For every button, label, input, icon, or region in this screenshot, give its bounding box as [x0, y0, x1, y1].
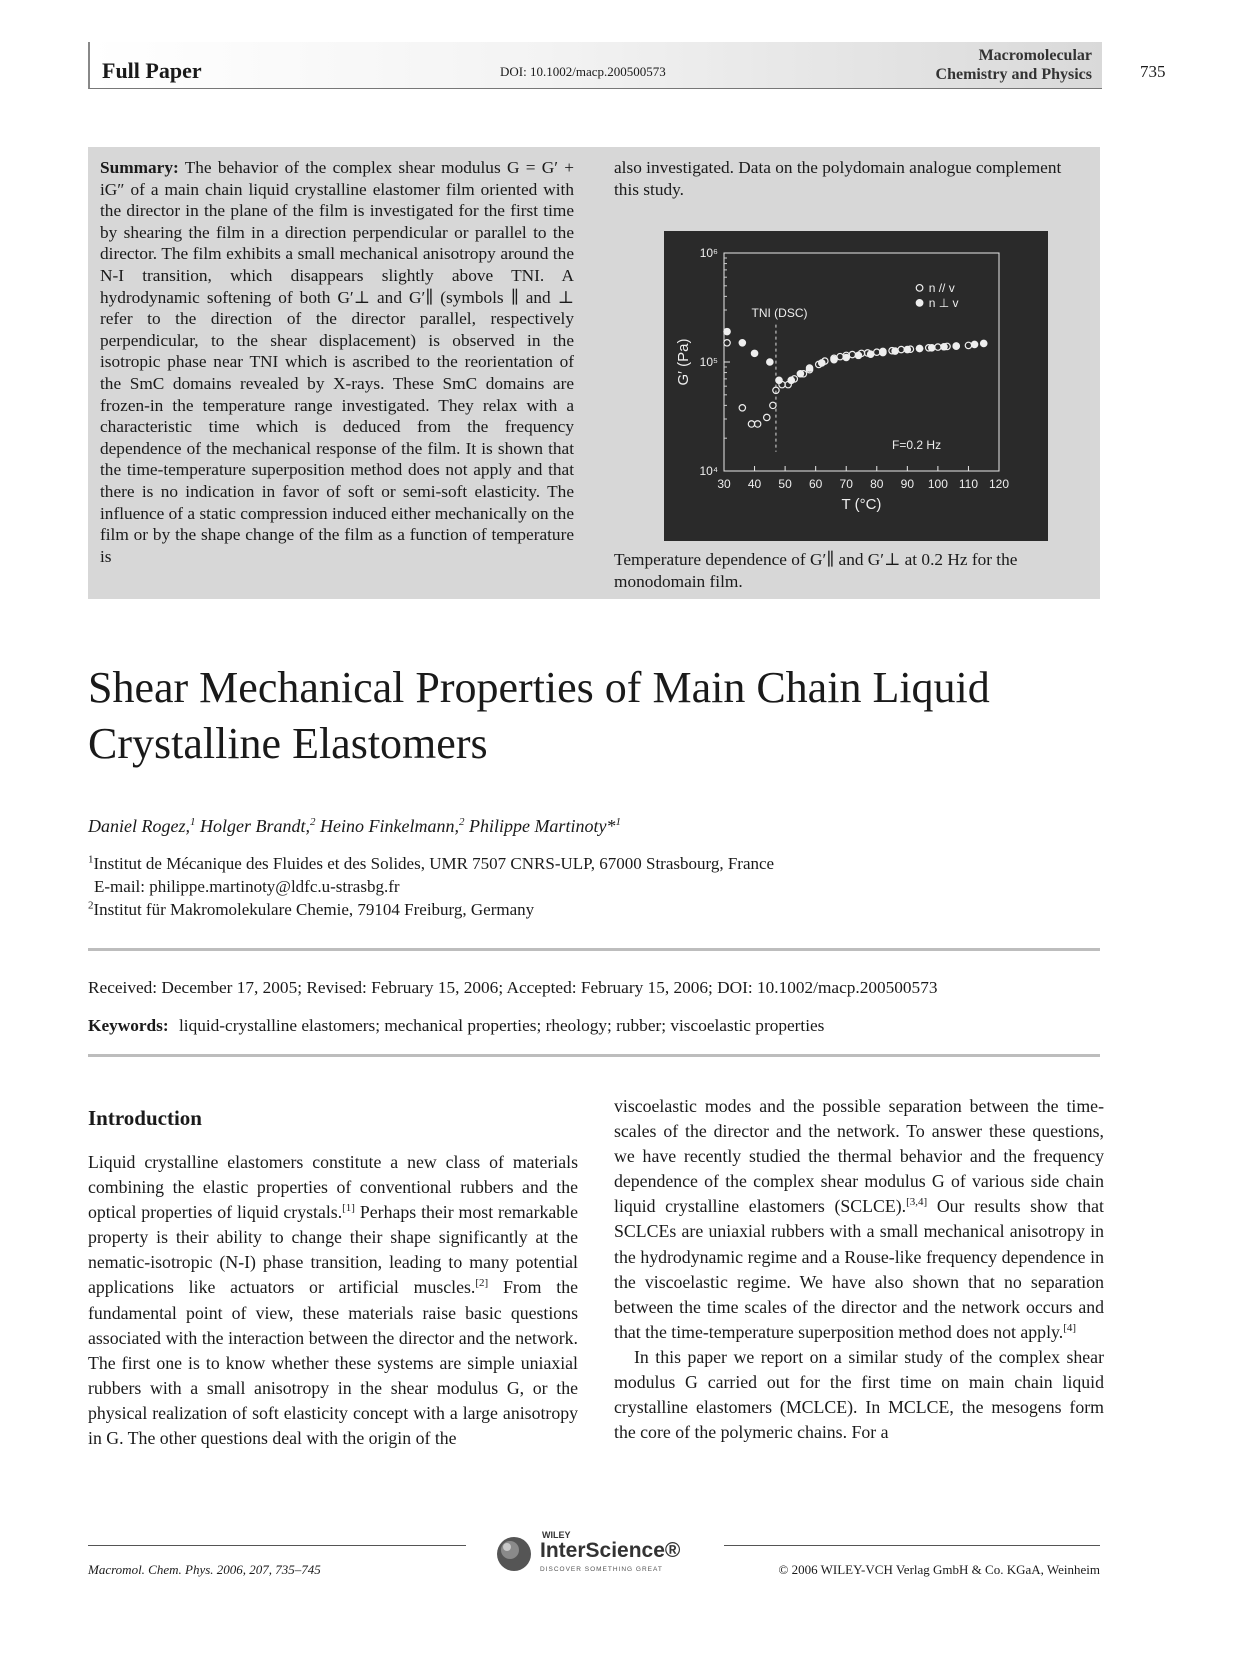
y-tick-label: 10⁶	[699, 246, 718, 260]
data-point-perpendicular	[819, 360, 825, 366]
data-point-perpendicular	[806, 365, 812, 371]
citation-ref: [2]	[475, 1277, 489, 1290]
author-name: Heino Finkelmann,	[319, 816, 459, 836]
paragraph	[614, 1094, 1104, 1345]
summary-text	[100, 157, 574, 567]
data-point-perpendicular	[953, 343, 959, 349]
journal-citation	[88, 1562, 321, 1578]
section-heading: Introduction	[88, 1106, 202, 1130]
journal-name-line2: Chemistry and Physics	[935, 66, 1092, 83]
text-run: From the fundamental point of view, these materials raise basic questions associated with the interaction between the director and the network. The first one is to know whether these systems are simple uniaxial rubbers with a small anisotropy in the shear modulus G, or the physical realization of soft elasticity concept with a large anisotropy in G. The other questions deal with the origin of the	[88, 1277, 578, 1449]
summary-label: Summary:	[100, 158, 179, 177]
body-column-right	[614, 1094, 1104, 1445]
x-axis-label: T (°C)	[841, 496, 882, 513]
author-list	[88, 816, 621, 837]
affil-mark: 2	[88, 899, 94, 912]
summary-box	[88, 147, 1100, 599]
paragraph: In this paper we report on a similar study of the complex shear modulus G carried out for the first time on main chain liquid crystalline elastomers (MCLCE). In MCLCE, the mesogens form the core of the polymeric chains. For a	[614, 1346, 1104, 1443]
author-name: Philippe Martinoty*	[468, 816, 616, 836]
affil-mark: 1	[88, 853, 94, 866]
data-point-perpendicular	[739, 340, 745, 346]
data-point-perpendicular	[751, 350, 757, 356]
footer-rule	[724, 1545, 1100, 1546]
header-doi: DOI: 10.1002/macp.200500573	[500, 64, 666, 79]
affiliations	[88, 852, 774, 921]
citation-text: Macromol. Chem. Phys. 2006, 207, 735–745	[88, 1562, 321, 1577]
figure-panel	[664, 231, 1048, 541]
data-point-parallel	[764, 414, 770, 420]
data-point-perpendicular	[904, 346, 910, 352]
journal-name-line1: Macromolecular	[978, 47, 1092, 64]
data-point-perpendicular	[971, 341, 977, 347]
data-point-perpendicular	[843, 354, 849, 360]
affil-text: Institut de Mécanique des Fluides et des Solides, UMR 7507 CNRS-ULP, 67000 Strasbourg, France	[93, 854, 775, 873]
x-tick-label: 60	[808, 477, 823, 491]
x-tick-label: 30	[717, 477, 731, 491]
email-text: E-mail: philippe.martinoty@ldfc.u-strasbg.fr	[94, 877, 400, 896]
data-point-perpendicular	[981, 340, 987, 346]
keywords-label: Keywords:	[88, 1016, 169, 1035]
x-tick-label: 90	[900, 477, 915, 491]
data-point-perpendicular	[855, 352, 861, 358]
paper-title	[88, 660, 1098, 772]
data-point-parallel	[739, 405, 745, 411]
data-point-perpendicular	[892, 348, 898, 354]
author-affil-mark: 2	[309, 816, 316, 828]
x-tick-label: 50	[778, 477, 792, 491]
received-dates: Received: December 17, 2005; Revised: February 15, 2006; Accepted: February 15, 2006; DOI: 10.1002/macp.200500573	[88, 978, 938, 997]
author-affil-mark: 2	[458, 816, 465, 828]
journal-name	[936, 46, 1092, 84]
data-point-perpendicular	[776, 377, 782, 383]
x-tick-label: 40	[747, 477, 762, 491]
author-name: Daniel Rogez,	[88, 816, 190, 836]
keywords	[88, 1016, 824, 1036]
data-point-perpendicular	[916, 345, 922, 351]
x-tick-label: 110	[958, 477, 979, 491]
data-point-perpendicular	[929, 345, 935, 351]
citation-ref: [3,4]	[906, 1196, 928, 1209]
citation-ref: [1]	[342, 1202, 355, 1215]
section-label: Full Paper	[102, 58, 202, 83]
logo-wordmark: InterScience®	[540, 1539, 681, 1562]
author-name: Holger Brandt,	[199, 816, 310, 836]
summary-text-continued: also investigated. Data on the polydomain analogue complement this study.	[614, 158, 1062, 199]
data-point-parallel	[849, 351, 855, 357]
data-point-perpendicular	[797, 371, 803, 377]
data-point-parallel	[898, 346, 904, 352]
data-point-perpendicular	[867, 351, 873, 357]
affiliation-2	[88, 898, 774, 921]
text-run: Our results show that SCLCEs are uniaxial rubbers with a small mechanical anisotropy in the hydrodynamic regime and a Rouse-like frequency dependence in the viscoelastic regime. We have also shown that no separation between the time scales of the director and the network occurs and that the time-temperature superposition method does not apply.	[614, 1196, 1104, 1342]
paper-title-line2: Crystalline Elastomers	[88, 719, 488, 768]
paragraph	[88, 1150, 578, 1451]
divider	[88, 948, 1100, 951]
logo-publisher: WILEY	[542, 1530, 571, 1540]
x-tick-label: 80	[870, 477, 884, 491]
data-point-parallel	[754, 421, 760, 427]
paper-title-line1: Shear Mechanical Properties of Main Chain Liquid	[88, 663, 990, 712]
keywords-text: liquid-crystalline elastomers; mechanical properties; rheology; rubber; viscoelastic properties	[178, 1016, 825, 1035]
summary-body: The behavior of the complex shear modulus G = G′ + iG″ of a main chain liquid crystalline elastomer film oriented with the director in the plane of the film is investigated for the first time by shearing the film in a direction perpendicular or parallel to the director. The film exhibits a small mechanical anisotropy around the N-I transition, which disappears slightly above TNI. A hydrodynamic softening of both G′⊥ and G′∥ (symbols ∥ and ⊥ refer to the direction of the director parallel, respectively perpendicular, to the shear displacement) is observed in the isotropic phase near TNI which is ascribed to the reorientation of the SmC domains revealed by X-rays. These SmC domains are frozen-in the temperature range investigated. They relax with a characteristic time which is deduced from the frequency dependence of the mechanical response of the film. It is shown that the time-temperature superposition method does not apply and that there is no indication in favor of soft or semi-soft elasticity. The influence of a static compression induced either mechanically on the film or by the shape change of the film as a function of temperature is	[100, 158, 574, 566]
plot-frame	[724, 253, 999, 471]
chart-svg	[664, 231, 1048, 541]
running-header	[88, 42, 1102, 89]
x-tick-label: 100	[927, 477, 948, 491]
legend-label: n // v	[928, 280, 955, 295]
data-point-perpendicular	[880, 349, 886, 355]
data-point-parallel	[748, 421, 754, 427]
y-tick-label: 10⁵	[699, 355, 718, 369]
text-run: viscoelastic modes and the possible separation between the time-scales of the director and the network. To answer these questions, we have recently studied the thermal behavior and the frequency dependence of the complex shear modulus G of various side chain liquid crystalline elastomers (SCLCE).	[614, 1096, 1104, 1217]
data-point-perpendicular	[941, 344, 947, 350]
affil-text: Institut für Makromolekulare Chemie, 79104 Freiburg, Germany	[93, 900, 535, 919]
legend-label: n ⊥ v	[928, 295, 959, 310]
affiliation-1	[88, 852, 774, 875]
body-column-left	[88, 1106, 578, 1451]
tni-annotation: TNI (DSC)	[751, 305, 808, 320]
page-number: 735	[1140, 62, 1166, 81]
x-tick-label: 70	[839, 477, 853, 491]
logo-tagline: DISCOVER SOMETHING GREAT	[540, 1566, 663, 1573]
data-point-perpendicular	[767, 359, 773, 365]
data-point-perpendicular	[724, 328, 730, 334]
figure-caption: Temperature dependence of G′∥ and G′⊥ at 0.2 Hz for the monodomain film.	[614, 550, 1018, 591]
data-point-parallel	[874, 349, 880, 355]
legend-marker	[916, 285, 923, 292]
y-axis-label: G′ (Pa)	[675, 338, 692, 386]
data-point-perpendicular	[831, 356, 837, 362]
author-affil-mark: 1	[615, 816, 621, 828]
data-point-parallel	[724, 340, 730, 346]
citation-ref: [4]	[1063, 1321, 1077, 1334]
affiliation-email	[88, 875, 774, 898]
y-tick-label: 10⁴	[699, 464, 718, 478]
copyright: © 2006 WILEY-VCH Verlag GmbH & Co. KGaA, Weinheim	[778, 1562, 1100, 1577]
text-run: Perhaps their most remarkable property is their ability to change their shape significantly at the nematic-isotropic (N-I) phase transition, leading to many potential applications like actuators or artificial muscles.	[88, 1202, 578, 1298]
divider	[88, 1054, 1100, 1057]
data-point-parallel	[965, 342, 971, 348]
author-affil-mark: 1	[189, 816, 196, 828]
frequency-annotation: F=0.2 Hz	[892, 437, 942, 452]
data-point-parallel	[837, 353, 843, 359]
legend-marker	[916, 300, 923, 307]
data-point-parallel	[770, 402, 776, 408]
interscience-logo	[492, 1530, 702, 1576]
data-point-perpendicular	[788, 377, 794, 383]
x-tick-label: 120	[988, 477, 1010, 491]
footer-rule	[88, 1545, 466, 1546]
text-run: Liquid crystalline elastomers constitute a new class of materials combining the elastic properties of conventional rubbers and the optical properties of liquid crystals.	[88, 1152, 578, 1223]
data-point-parallel	[935, 344, 941, 350]
